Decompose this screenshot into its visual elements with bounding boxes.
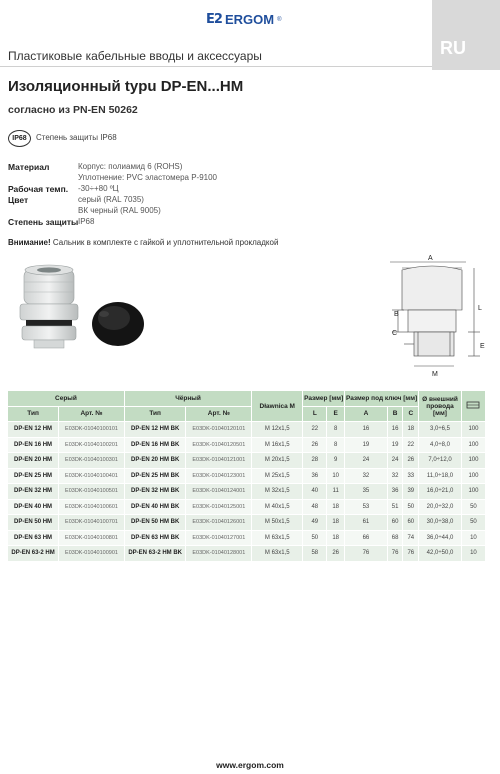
table-cell-art: E03DK-01040100201: [59, 437, 125, 453]
table-cell-m: M 40x1,5: [252, 499, 303, 515]
table-cell-type_bk: DP-EN 16 HM BK: [124, 437, 186, 453]
table-cell-d: 7,0÷12,0: [419, 453, 462, 469]
table-cell-qty: 50: [461, 515, 485, 531]
table-row: [8, 468, 486, 484]
category-subheader: Пластиковые кабельные вводы и аксессуары: [8, 49, 262, 63]
table-cell-type_bk: DP-EN 20 HM BK: [124, 453, 186, 469]
table-cell-B: 19: [387, 437, 403, 453]
col-type-bk: Тип: [124, 406, 186, 422]
drawing-label-e: E: [480, 343, 485, 350]
table-cell-m: M 20x1,5: [252, 453, 303, 469]
drawing-label-b: B: [394, 311, 399, 318]
table-cell-type_bk: DP-EN 25 HM BK: [124, 468, 186, 484]
table-cell-A: 66: [345, 530, 388, 546]
table-cell-B: 60: [387, 515, 403, 531]
table-cell-qty: 100: [461, 484, 485, 500]
table-cell-type: DP-EN 25 HM: [8, 468, 59, 484]
notice-bold: Внимание!: [8, 238, 51, 247]
notice-text: Сальник в комплекте с гайкой и уплотнительной прокладкой: [50, 238, 279, 247]
language-badge: RU: [440, 38, 466, 58]
drawing-label-c: C: [392, 330, 398, 337]
spec-value-color-1: серый (RAL 7035): [78, 195, 144, 204]
table-body: [8, 422, 486, 562]
table-row: [8, 515, 486, 531]
table-cell-qty: 100: [461, 422, 485, 438]
table-cell-C: 18: [403, 422, 419, 438]
table-cell-type: DP-EN 12 HM: [8, 422, 59, 438]
drawing-label-m: M: [432, 371, 438, 378]
logo-mark: E2: [206, 12, 222, 27]
col-a: A: [345, 406, 388, 422]
table-cell-qty: 100: [461, 437, 485, 453]
table-cell-L: 50: [303, 530, 327, 546]
notice: [8, 238, 278, 247]
drawing-label-a: A: [428, 255, 433, 262]
table-cell-C: 50: [403, 499, 419, 515]
table-row: [8, 453, 486, 469]
table-cell-C: 26: [403, 453, 419, 469]
table-cell-m: M 32x1,5: [252, 484, 303, 500]
col-b: B: [387, 406, 403, 422]
spec-value-material-1: Корпус: полиамид 6 (ROHS): [78, 162, 183, 171]
table-cell-art_bk: E03DK-01040120501: [186, 437, 252, 453]
col-art: Арт. №: [59, 406, 125, 422]
table-cell-E: 8: [327, 437, 345, 453]
spec-value-temp: -30÷+80 ºЦ: [78, 184, 119, 193]
page-title: Изоляционный typu DP-EN...HM: [8, 78, 244, 95]
table-cell-type: DP-EN 50 HM: [8, 515, 59, 531]
table-cell-B: 68: [387, 530, 403, 546]
spec-value-material-2: Уплотнение: PVC эластомера P-9100: [78, 173, 217, 182]
table-cell-C: 76: [403, 546, 419, 562]
table-cell-d: 16,0÷21,0: [419, 484, 462, 500]
table-cell-E: 18: [327, 499, 345, 515]
table-cell-qty: 50: [461, 499, 485, 515]
table-cell-type: DP-EN 63 HM: [8, 530, 59, 546]
table-row: [8, 484, 486, 500]
table-cell-E: 10: [327, 468, 345, 484]
table-cell-type: DP-EN 40 HM: [8, 499, 59, 515]
table-cell-C: 33: [403, 468, 419, 484]
logo-reg: ®: [277, 16, 282, 23]
table-cell-d: 4,0÷8,0: [419, 437, 462, 453]
table-cell-art_bk: E03DK-01040127001: [186, 530, 252, 546]
table-cell-qty: 100: [461, 453, 485, 469]
table-cell-d: 30,0÷38,0: [419, 515, 462, 531]
table-cell-E: 11: [327, 484, 345, 500]
table-cell-E: 8: [327, 422, 345, 438]
header-grey: Серый: [8, 391, 125, 407]
table-row: [8, 422, 486, 438]
table-cell-qty: 10: [461, 530, 485, 546]
ip-rating-text: Степень защиты IP68: [36, 133, 117, 142]
table-cell-art: E03DK-01040100901: [59, 546, 125, 562]
table-row: [8, 546, 486, 562]
table-cell-L: 49: [303, 515, 327, 531]
table-cell-m: M 16x1,5: [252, 437, 303, 453]
table-cell-d: 42,0÷50,0: [419, 546, 462, 562]
table-cell-B: 24: [387, 453, 403, 469]
table-cell-B: 16: [387, 422, 403, 438]
table-cell-B: 32: [387, 468, 403, 484]
brand-logo: [206, 12, 281, 27]
table-cell-art: E03DK-01040100301: [59, 453, 125, 469]
ip-rating-icon: IP68: [8, 130, 31, 147]
package-icon: [466, 401, 480, 409]
table-cell-art: E03DK-01040100401: [59, 468, 125, 484]
product-table: [7, 390, 486, 562]
logo-text: ERGOM: [224, 12, 275, 27]
table-cell-art_bk: E03DK-01040126001: [186, 515, 252, 531]
table-cell-art_bk: E03DK-01040128001: [186, 546, 252, 562]
technical-drawing: [378, 254, 490, 378]
table-cell-m: M 50x1,5: [252, 515, 303, 531]
table-cell-E: 26: [327, 546, 345, 562]
table-cell-type: DP-EN 63-2 HM: [8, 546, 59, 562]
table-cell-art: E03DK-01040100701: [59, 515, 125, 531]
table-cell-type_bk: DP-EN 63-2 HM BK: [124, 546, 186, 562]
table-cell-L: 48: [303, 499, 327, 515]
table-cell-B: 76: [387, 546, 403, 562]
table-cell-A: 32: [345, 468, 388, 484]
col-e: E: [327, 406, 345, 422]
table-cell-L: 40: [303, 484, 327, 500]
table-cell-A: 19: [345, 437, 388, 453]
table-cell-L: 28: [303, 453, 327, 469]
table-cell-art_bk: E03DK-01040125001: [186, 499, 252, 515]
col-l: L: [303, 406, 327, 422]
table-cell-m: M 63x1,5: [252, 530, 303, 546]
table-cell-type: DP-EN 20 HM: [8, 453, 59, 469]
table-cell-L: 58: [303, 546, 327, 562]
header-diameter: Dławnica M: [252, 391, 303, 422]
table-cell-art: E03DK-01040100101: [59, 422, 125, 438]
table-cell-m: M 25x1,5: [252, 468, 303, 484]
table-cell-d: 3,0÷6,5: [419, 422, 462, 438]
table-cell-d: 11,0÷18,0: [419, 468, 462, 484]
table-row: [8, 437, 486, 453]
table-cell-A: 76: [345, 546, 388, 562]
table-cell-type_bk: DP-EN 40 HM BK: [124, 499, 186, 515]
table-row: [8, 530, 486, 546]
table-cell-m: M 12x1,5: [252, 422, 303, 438]
table-cell-type_bk: DP-EN 32 HM BK: [124, 484, 186, 500]
spec-label-material: Материал: [8, 162, 50, 172]
table-cell-art_bk: E03DK-01040124001: [186, 484, 252, 500]
table-cell-A: 53: [345, 499, 388, 515]
spec-label-ip: Степень защиты: [8, 217, 79, 227]
table-cell-m: M 63x1,5: [252, 546, 303, 562]
table-cell-qty: 100: [461, 468, 485, 484]
table-cell-art: E03DK-01040100601: [59, 499, 125, 515]
table-cell-A: 16: [345, 422, 388, 438]
table-cell-L: 26: [303, 437, 327, 453]
table-row: [8, 499, 486, 515]
product-photo: [6, 258, 166, 358]
table-cell-B: 51: [387, 499, 403, 515]
header-black: Чёрный: [124, 391, 251, 407]
table-cell-d: 20,0÷32,0: [419, 499, 462, 515]
table-cell-L: 22: [303, 422, 327, 438]
spec-value-ip: IP68: [78, 217, 95, 226]
table-cell-art_bk: E03DK-01040120101: [186, 422, 252, 438]
table-cell-type_bk: DP-EN 50 HM BK: [124, 515, 186, 531]
spec-value-color-2: ВК черный (RAL 9005): [78, 206, 161, 215]
table-cell-type_bk: DP-EN 63 HM BK: [124, 530, 186, 546]
table-cell-type_bk: DP-EN 12 HM BK: [124, 422, 186, 438]
table-cell-E: 18: [327, 530, 345, 546]
table-cell-art_bk: E03DK-01040123001: [186, 468, 252, 484]
table-cell-qty: 10: [461, 546, 485, 562]
header-wrench: Размер под ключ [мм]: [345, 391, 419, 407]
page-subtitle: согласно из PN-EN 50262: [8, 104, 138, 116]
header-outer-diameter: Ø внешний провода [мм]: [419, 391, 462, 422]
table-cell-art_bk: E03DK-01040121001: [186, 453, 252, 469]
table-cell-C: 74: [403, 530, 419, 546]
table-cell-E: 9: [327, 453, 345, 469]
table-cell-C: 60: [403, 515, 419, 531]
table-cell-E: 18: [327, 515, 345, 531]
table-cell-type: DP-EN 32 HM: [8, 484, 59, 500]
table-cell-A: 61: [345, 515, 388, 531]
spec-label-temp: Рабочая темп.: [8, 184, 69, 194]
table-cell-A: 24: [345, 453, 388, 469]
table-cell-A: 35: [345, 484, 388, 500]
drawing-label-l: L: [478, 305, 482, 312]
table-cell-art: E03DK-01040100801: [59, 530, 125, 546]
header-size: Размер [мм]: [303, 391, 345, 407]
col-art-bk: Арт. №: [186, 406, 252, 422]
footer-url: www.ergom.com: [216, 760, 284, 770]
header-divider: [0, 66, 432, 67]
table-cell-art: E03DK-01040100501: [59, 484, 125, 500]
table-cell-C: 22: [403, 437, 419, 453]
col-c: C: [403, 406, 419, 422]
col-type: Тип: [8, 406, 59, 422]
table-cell-d: 36,0÷44,0: [419, 530, 462, 546]
spec-label-color: Цвет: [8, 195, 29, 205]
table-cell-L: 36: [303, 468, 327, 484]
table-cell-B: 36: [387, 484, 403, 500]
table-cell-C: 39: [403, 484, 419, 500]
table-cell-type: DP-EN 16 HM: [8, 437, 59, 453]
header-package: [461, 391, 485, 422]
language-badge-bg: [432, 0, 500, 70]
